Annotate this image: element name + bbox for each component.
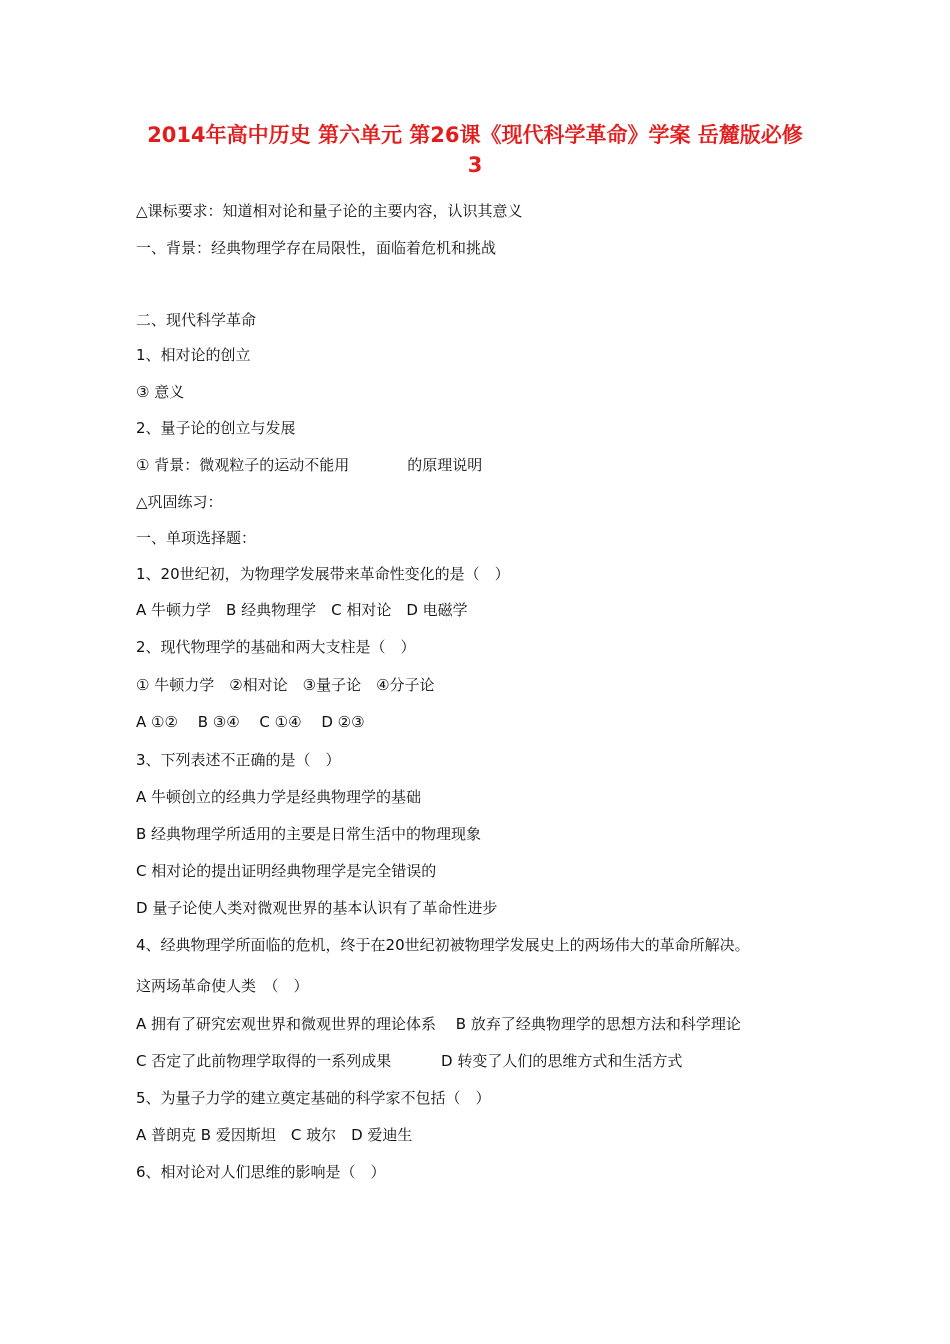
question-2-options: A ①② B ③④ C ①④ D ②③ — [136, 713, 365, 731]
question-3-option-a: A 牛顿创立的经典力学是经典物理学的基础 — [136, 788, 422, 806]
question-4-options-cd: C 否定了此前物理学取得的一系列成果 D 转变了人们的思维方式和生活方式 — [136, 1052, 683, 1070]
relativity-heading: 1、相对论的创立 — [136, 346, 251, 364]
question-3-option-c: C 相对论的提出证明经典物理学是完全错误的 — [136, 862, 437, 880]
question-3-option-d: D 量子论使人类对微观世界的基本认识有了革命性进步 — [136, 899, 498, 917]
title-line-2: 3 — [467, 153, 483, 177]
question-4-continued: 这两场革命使人类 （ ） — [136, 977, 309, 995]
question-1-options: A 牛顿力学 B 经典物理学 C 相对论 D 电磁学 — [136, 601, 468, 619]
question-2-items: ① 牛顿力学 ②相对论 ③量子论 ④分子论 — [136, 676, 435, 694]
question-5: 5、为量子力学的建立奠定基础的科学家不包括（ ） — [136, 1089, 491, 1107]
background-heading: 一、背景：经典物理学存在局限性，面临着危机和挑战 — [136, 239, 497, 257]
title-line-1: 2014年高中历史 第六单元 第26课《现代科学革命》学案 岳麓版必修 — [147, 123, 803, 147]
question-4: 4、经典物理学所面临的危机，终于在20世纪初被物理学发展史上的两场伟大的革命所解决。 — [136, 936, 750, 954]
relativity-significance: ③ 意义 — [136, 383, 185, 401]
quantum-background-prefix: ① 背景：微观粒子的运动不能用 — [136, 456, 350, 474]
quantum-background — [136, 455, 482, 475]
single-choice-heading: 一、单项选择题： — [136, 529, 257, 547]
question-4-options-ab: A 拥有了研究宏观世界和微观世界的理论体系 B 放弃了经典物理学的思想方法和科学理论 — [136, 1015, 741, 1033]
practice-heading: △巩固练习： — [136, 493, 223, 511]
question-3: 3、下列表述不正确的是（ ） — [136, 751, 341, 769]
quantum-background-suffix: 的原理说明 — [407, 456, 483, 474]
document-title — [130, 120, 820, 180]
question-3-option-b: B 经典物理学所适用的主要是日常生活中的物理现象 — [136, 825, 482, 843]
question-6: 6、相对论对人们思维的影响是（ ） — [136, 1163, 386, 1181]
quantum-heading: 2、量子论的创立与发展 — [136, 419, 296, 437]
question-2: 2、现代物理学的基础和两大支柱是（ ） — [136, 638, 416, 656]
question-1: 1、20世纪初，为物理学发展带来革命性变化的是（ ） — [136, 565, 510, 583]
question-5-options: A 普朗克 B 爱因斯坦 C 玻尔 D 爱迪生 — [136, 1126, 413, 1144]
section-two-heading: 二、现代科学革命 — [136, 311, 257, 329]
curriculum-standard: △课标要求：知道相对论和量子论的主要内容，认识其意义 — [136, 202, 523, 220]
